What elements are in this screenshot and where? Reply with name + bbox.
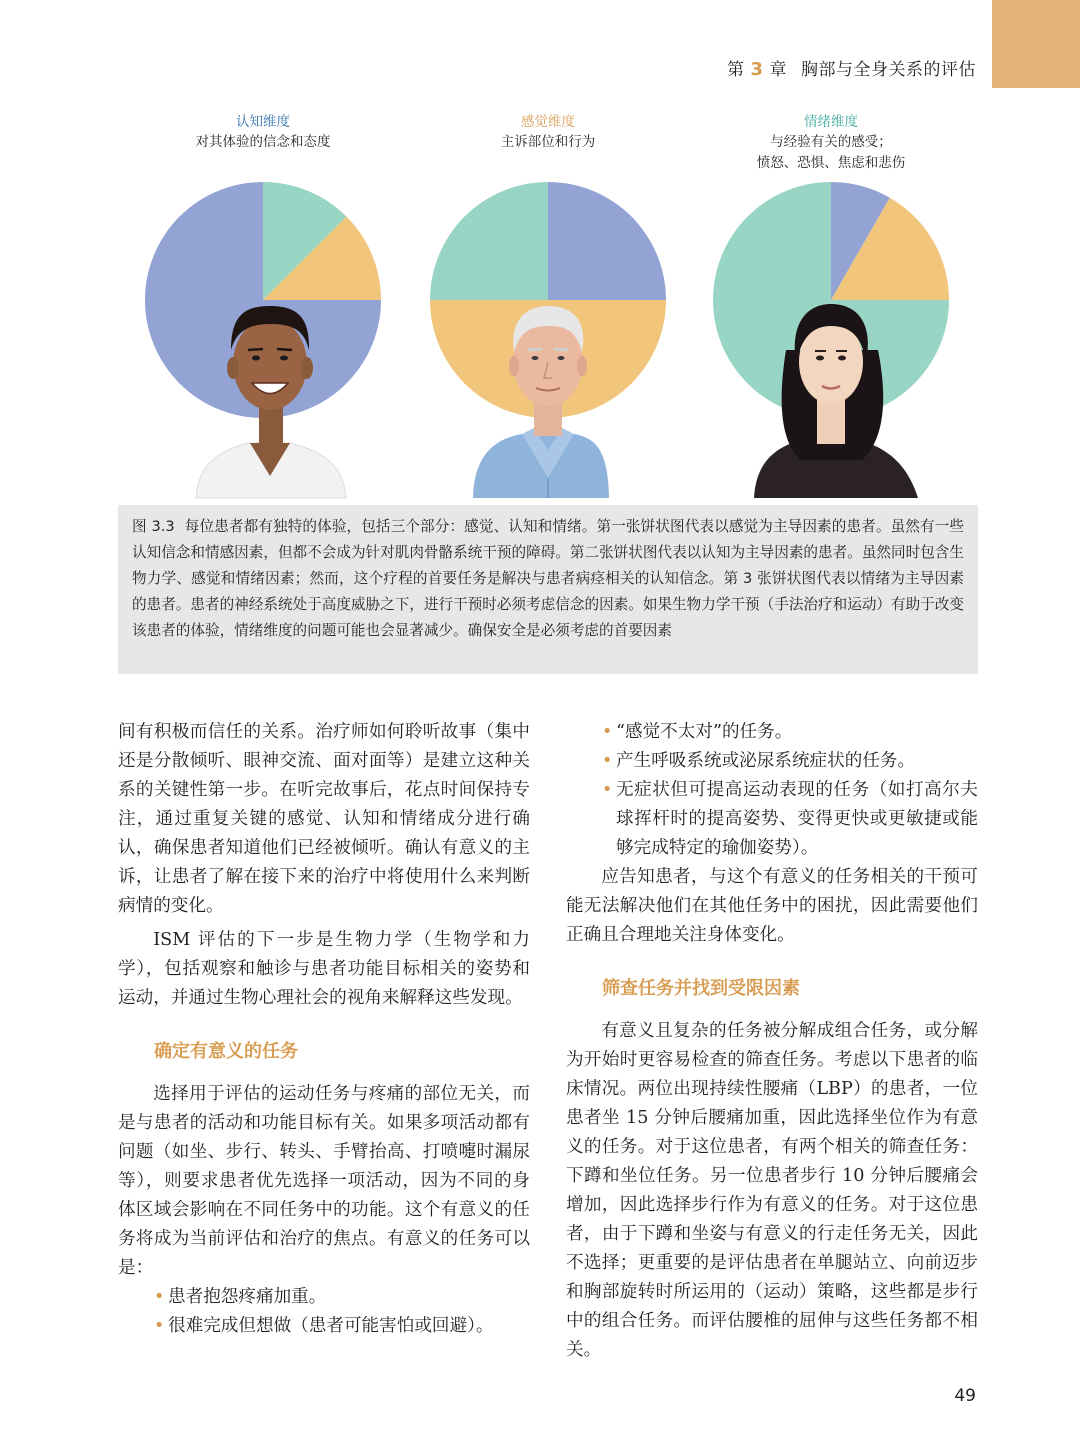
panel-subtitle: 与经验有关的感受； [770,134,892,150]
page-number: 49 [954,1386,976,1406]
list-item: • 无症状但可提高运动表现的任务（如打高尔夫球挥杆时的提高姿势、变得更快或更敏捷或能够完成特定的瑜伽姿势）。 [566,776,978,863]
bullet-list [118,1283,530,1341]
list-item: • 患者抱怨疼痛加重。 [118,1283,530,1312]
body-column-left [118,718,530,1341]
running-header [727,55,976,80]
figure-3-3 [118,100,978,504]
body-column-right [566,718,978,1365]
chapter-title: 胸部与全身关系的评估 [801,60,976,80]
panel-title: 情绪维度 [804,114,858,130]
paragraph: 间有积极而信任的关系。治疗师如何聆听故事（集中还是分散倾听、眼神交流、面对面等）是建立这种关系的关键性第一步。在听完故事后，花点时间保持专注，通过重复关键的感觉、认知和情绪成分进行确认，确保患者知道他们已经被倾听。确认有意义的主诉，让患者了解在接下来的治疗中将使用什么来判断病情的变化。 [118,722,530,916]
caption-text: 每位患者都有独特的体验，包括三个部分：感觉、认知和情绪。第一张饼状图代表以感觉为主导因素的患者。虽然有一些认知信念和情感因素，但都不会成为针对肌肉骨骼系统干预的障碍。第二张饼状图代表以认知为主导因素的患者。虽然同时包含生物力学、感觉和情绪因素；然而，这个疗程的首要任务是解决与患者病痉相关的认知信念。第 3 张饼状图代表以情绪为主导因素的患者。患者的神经系统处于高度威胁之下，进行干预时必须考虑信念的因素。如果生物力学干预（手法治疗和运动）有助于改变该患者的体验，情绪维度的问题可能也会显著减少。确保安全是必须考虑的首要因素 [132,518,964,639]
caption-label: 图 3.3 [132,518,175,535]
pie-slice [548,182,666,300]
list-item: • 产生呼吸系统或泌尿系统症状的任务。 [566,747,978,776]
list-item: • 很难完成但想做（患者可能害怕或回避）。 [118,1312,530,1341]
panel-subtitle: 对其体验的信念和态度 [195,134,331,150]
chapter-number: 3 [750,59,764,80]
chapter-prefix: 第 [726,60,745,80]
paragraph: ISM 评估的下一步是生物力学（生物学和力学），包括观察和触诊与患者功能目标相关的姿势和运动，并通过生物心理社会的视角来解释这些发现。 [118,930,530,1008]
bullet-list [566,718,978,863]
panel-subtitle: 愤怒、恐惧、焦虑和悲伤 [756,155,906,171]
pie-charts [118,100,978,504]
panel-title: 认知维度 [236,114,290,130]
paragraph: 选择用于评估的运动任务与疼痛的部位无关，而是与患者的活动和功能目标有关。如果多项活动都有问题（如坐、步行、转头、手臂抬高、打喷嚏时漏尿等），则要求患者优先选择一项活动，因为不同的身体区域会影响在不同任务中的功能。这个有意义的任务将成为当前评估和治疗的焦点。有意义的任务可以是： [118,1084,530,1278]
pie-slice [430,182,548,300]
figure-caption [118,505,978,674]
section-heading: 筛查任务并找到受限因素 [602,978,800,999]
chapter-suffix: 章 [769,60,787,80]
panel-title: 感觉维度 [521,114,575,130]
paragraph: 有意义且复杂的任务被分解成组合任务，或分解为开始时更容易检查的筛查任务。考虑以下患者的临床情况。两位出现持续性腰痛（LBP）的患者，一位患者坐 15 分钟后腰痛加重，因此选择坐位作为有意义的任务。对于这位患者，有两个相关的筛查任务：下蹲和坐位任务。另一位患者步行 10 分钟后腰痛会增加，因此选择步行作为有意义的任务。对于这位患者，由于下蹲和坐姿与有意义的行走任务无关，因此不选择；更重要的是评估患者在单腿站立、向前迈步和胸部旋转时所运用的（运动）策略，这些都是步行中的组合任务。而评估腰椎的屈伸与这些任务都不相关。 [566,1021,978,1360]
panel-subtitle: 主诉部位和行为 [500,134,596,150]
paragraph: 应告知患者，与这个有意义的任务相关的干预可能无法解决他们在其他任务中的困扰，因此需要他们正确且合理地关注身体变化。 [566,867,978,945]
chapter-corner-tab [992,0,1080,88]
section-heading: 确定有意义的任务 [154,1041,298,1062]
list-item: • “感觉不太对”的任务。 [566,718,978,747]
